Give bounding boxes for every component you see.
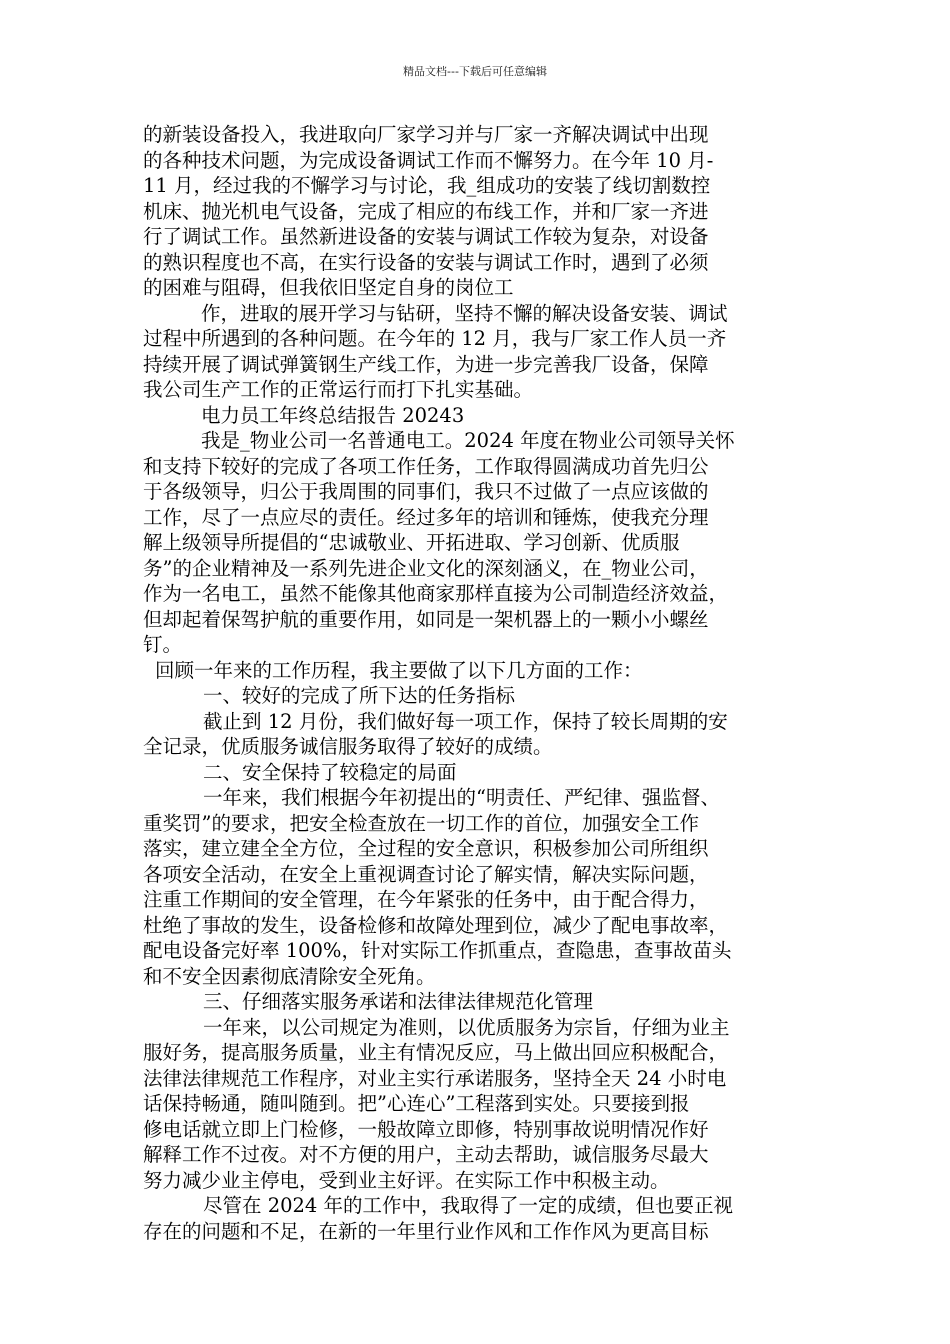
- text-line: 三、仔细落实服务承诺和法律法律规范化管理: [203, 990, 594, 1013]
- text-line: 重奖罚”的要求，把安全检查放在一切工作的首位，加强安全工作: [143, 811, 699, 835]
- page-header: 精品文档---下载后可任意编辑: [403, 65, 547, 78]
- text-line: 于各级领导，归公于我周围的同事们，我只不过做了一点应该做的: [143, 480, 709, 503]
- text-line: 的困难与阻碍，但我依旧坚定自身的岗位工: [143, 276, 514, 299]
- text-line: 存在的问题和不足，在新的一年里行业作风和工作作风为更高目标: [143, 1219, 709, 1243]
- text-line: 和支持下较好的完成了各项工作任务，工作取得圆满成功首先归公: [143, 454, 709, 478]
- text-line: 落实，建立建全全方位，全过程的安全意识，积极参加公司所组织: [143, 837, 709, 860]
- text-line: 截止到 12 月份，我们做好每一项工作，保持了较长周期的安: [203, 709, 728, 733]
- text-line: 作，进取的展开学习与钻研，坚持不懈的解决设备安装、调试: [201, 301, 728, 325]
- text-line: 机床、抛光机电气设备，完成了相应的布线工作，并和厂家一齐进: [143, 199, 709, 223]
- text-line: 和不安全因素彻底清除安全死角。: [143, 964, 436, 988]
- text-line: 各项安全活动，在安全上重视调查讨论了解实情，解决实际问题，: [143, 862, 709, 886]
- text-line: 作为一名电工，虽然不能像其他商家那样直接为公司制造经济效益，: [143, 582, 729, 605]
- text-line: 工作，尽了一点应尽的责任。经过多年的培训和锤炼，使我充分理: [143, 505, 709, 529]
- text-line: 法律法律规范工作程序，对业主实行承诺服务，坚持全天 24 小时电: [143, 1066, 727, 1090]
- text-line: 一年来，以公司规定为准则，以优质服务为宗旨，仔细为业主: [203, 1015, 730, 1039]
- text-line: 全记录，优质服务诚信服务取得了较好的成绩。: [143, 735, 553, 758]
- text-line: 我是_物业公司一名普通电工。2024 年度在物业公司领导关怀: [201, 429, 735, 452]
- text-line: 注重工作期间的安全管理，在今年紧张的任务中，由于配合得力，: [143, 888, 709, 911]
- text-line: 二、安全保持了较稳定的局面: [203, 760, 457, 784]
- text-line: 解上级领导所提倡的“忠诚敬业、开拓进取、学习创新、优质服: [143, 531, 680, 554]
- text-line: 的各种技术问题，为完成设备调试工作而不懈努力。在今年 10 月-: [143, 148, 714, 172]
- text-line: 一、较好的完成了所下达的任务指标: [203, 684, 516, 707]
- text-line: 的熟识程度也不高，在实行设备的安装与调试工作时，遇到了必须: [143, 250, 709, 274]
- text-line: 服好务，提高服务质量，业主有情况反应，马上做出回应积极配合，: [143, 1041, 729, 1064]
- text-line: 钉。: [143, 633, 183, 656]
- text-line: 我公司生产工作的正常运行而打下扎实基础。: [143, 378, 534, 401]
- text-line: 话保持畅通，随叫随到。把”心连心”工程落到实处。只要接到报: [143, 1092, 690, 1115]
- text-line: 杜绝了事故的发生，设备检修和故障处理到位，减少了配电事故率，: [143, 913, 729, 937]
- text-line: 尽管在 2024 年的工作中，我取得了一定的成绩，但也要正视: [203, 1194, 734, 1217]
- text-line: 解释工作不过夜。对不方便的用户，主动去帮助，诚信服务尽最大: [143, 1143, 709, 1166]
- text-line: 务”的企业精神及一系列先进企业文化的深刻涵义，在_物业公司，: [143, 556, 709, 580]
- text-line: 的新装设备投入，我进取向厂家学习并与厂家一齐解决调试中出现: [143, 123, 709, 146]
- text-line: 但却起着保驾护航的重要作用，如同是一架机器上的一颗小小螺丝: [143, 607, 709, 631]
- text-line: 配电设备完好率 100%，针对实际工作抓重点，查隐患，查事故苗头: [143, 939, 732, 962]
- text-line: 努力减少业主停电，受到业主好评。在实际工作中积极主动。: [143, 1168, 670, 1192]
- text-line: 过程中所遇到的各种问题。在今年的 12 月，我与厂家工作人员一齐: [143, 327, 727, 350]
- text-line: 修电话就立即上门检修，一般故障立即修，特别事故说明情况作好: [143, 1117, 709, 1141]
- text-line: 行了调试工作。虽然新进设备的安装与调试工作较为复杂，对设备: [143, 225, 709, 248]
- document-body: [143, 122, 813, 1244]
- text-line: 电力员工年终总结报告 20243: [201, 403, 465, 427]
- text-line: 回顾一年来的工作历程，我主要做了以下几方面的工作：: [155, 658, 643, 682]
- text-line: 11 月，经过我的不懈学习与讨论，我_组成功的安装了线切割数控: [143, 174, 711, 197]
- text-line: 持续开展了调试弹簧钢生产线工作，为进一步完善我厂设备，保障: [143, 352, 709, 376]
- text-line: 一年来，我们根据今年初提出的“明责任、严纪律、强监督、: [203, 786, 720, 809]
